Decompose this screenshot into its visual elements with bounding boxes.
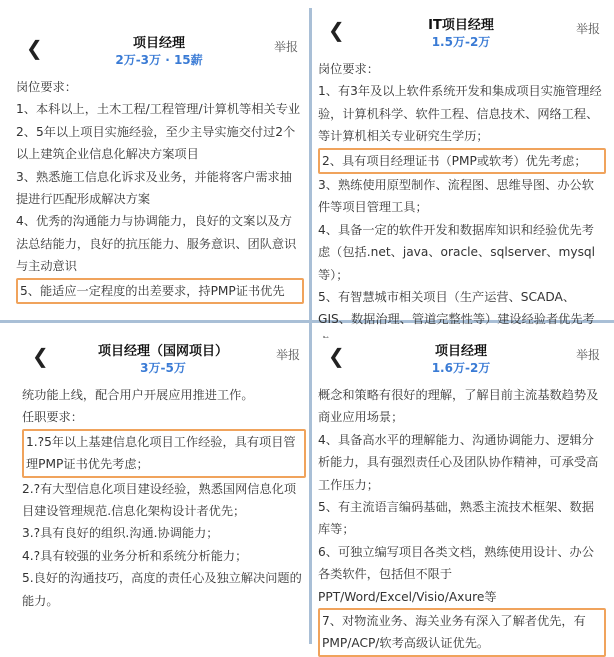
vertical-divider — [309, 8, 312, 644]
back-arrow-icon[interactable]: ❮ — [26, 36, 43, 60]
requirement-line: 任职要求： — [22, 410, 83, 425]
job-header — [316, 12, 606, 58]
job-header — [316, 338, 606, 384]
job-requirements — [316, 384, 606, 657]
highlighted-requirement: 7、对物流业务、海关业务有深入了解者优先，有PMP/ACP/软考高级认证优先。 — [318, 608, 606, 657]
job-panel-2 — [316, 12, 606, 327]
requirement-line: 岗位要求： — [318, 62, 379, 76]
job-requirements — [14, 76, 304, 304]
report-button[interactable]: 举报 — [575, 348, 600, 362]
requirement-line: 4、优秀的沟通能力与协调能力，良好的文案以及方法总结能力，良好的抗压能力、服务意识、团队意识与主动意识 — [16, 214, 297, 274]
requirement-line: 2.?有大型信息化项目建设经验，熟悉国网信息化项目建设管理规范.信息化架构设计者优先； — [22, 481, 297, 519]
job-panel-3 — [20, 338, 306, 644]
requirement-line: 统功能上线，配合用户开展应用推进工作。 — [22, 388, 254, 402]
back-arrow-icon[interactable]: ❮ — [328, 344, 345, 368]
job-title: 项目经理（国网项目） — [97, 344, 228, 359]
job-requirements — [316, 58, 606, 353]
requirement-line: 6、可独立编写项目各类文档，熟练使用设计、办公各类软件，包括但不限于PPT/Word/Excel/Visio/Axure等 — [318, 544, 594, 604]
report-button[interactable]: 举报 — [275, 348, 300, 362]
job-salary: 1.5万-2万 — [431, 35, 491, 49]
back-arrow-icon[interactable]: ❮ — [328, 18, 345, 42]
highlighted-requirement: 1.?5年以上基建信息化项目工作经验，具有项目管理PMP证书优先考虑； — [22, 429, 306, 478]
requirement-line: 概念和策略有很好的理解，了解目前主流基数趋势及商业应用场景； — [318, 388, 599, 425]
requirement-line: 3.?具有良好的组织.沟通.协调能力； — [22, 526, 219, 541]
job-salary: 2万-3万 · 15薪 — [115, 53, 203, 67]
requirement-line: 1、本科以上，土木工程/工程管理/计算机等相关专业 — [16, 102, 301, 117]
report-button[interactable]: 举报 — [575, 22, 600, 36]
job-requirements — [20, 384, 306, 612]
requirement-line: 3、熟悉施工信息化诉求及业务，并能将客户需求抽提进行匹配形成解决方案 — [16, 169, 292, 207]
report-button[interactable]: 举报 — [273, 40, 298, 54]
job-salary: 3万-5万 — [140, 361, 186, 375]
requirement-line: 5、有智慧城市相关项目（生产运营、SCADA、GIS、数据治理、管道完整性等）建设经验者优先考 — [318, 290, 595, 327]
highlighted-requirement: 5、能适应一定程度的出差要求，持PMP证书优先 — [16, 278, 304, 304]
requirement-line: 4、具备一定的软件开发和数据库知识和经验优先考虑（包括.net、java、oracle、sqlserver、mysql等）； — [318, 222, 596, 282]
highlighted-requirement: 2、具有项目经理证书（PMP或软考）优先考虑； — [318, 148, 606, 174]
requirement-line: 5、有主流语言编码基础，熟悉主流技术框架、数据库等； — [318, 500, 594, 537]
requirement-line: 2、5年以上项目实施经验，至少主导实施交付过2个以上建筑企业信息化解决方案项目 — [16, 124, 296, 162]
requirement-line: 岗位要求： — [16, 80, 77, 94]
requirement-line: 3、熟练使用原型制作、流程图、思维导图、办公软件等项目管理工具； — [318, 178, 594, 215]
job-title: 项目经理 — [434, 344, 487, 359]
job-title: 项目经理 — [132, 36, 185, 51]
requirement-line: 4、具备高水平的理解能力、沟通协调能力、逻辑分析能力，具有强烈责任心及团队协作精神，可承受高工作压力； — [318, 432, 599, 492]
job-header — [20, 338, 306, 384]
job-header — [14, 30, 304, 76]
job-salary: 1.6万-2万 — [431, 361, 491, 375]
requirement-line: 5.良好的沟通技巧，高度的责任心及独立解决问题的能力。 — [22, 571, 302, 608]
job-panel-1 — [14, 30, 304, 316]
requirement-line: 1、有3年及以上软件系统开发和集成项目实施管理经验，计算机科学、软件工程、信息技术、网络工程、等计算机相关专业研究生学历； — [318, 84, 602, 144]
requirement-line: 4.?具有较强的业务分析和系统分析能力； — [22, 548, 248, 563]
job-title: IT项目经理 — [428, 18, 494, 33]
back-arrow-icon[interactable]: ❮ — [32, 344, 49, 368]
job-panel-4 — [316, 338, 606, 651]
